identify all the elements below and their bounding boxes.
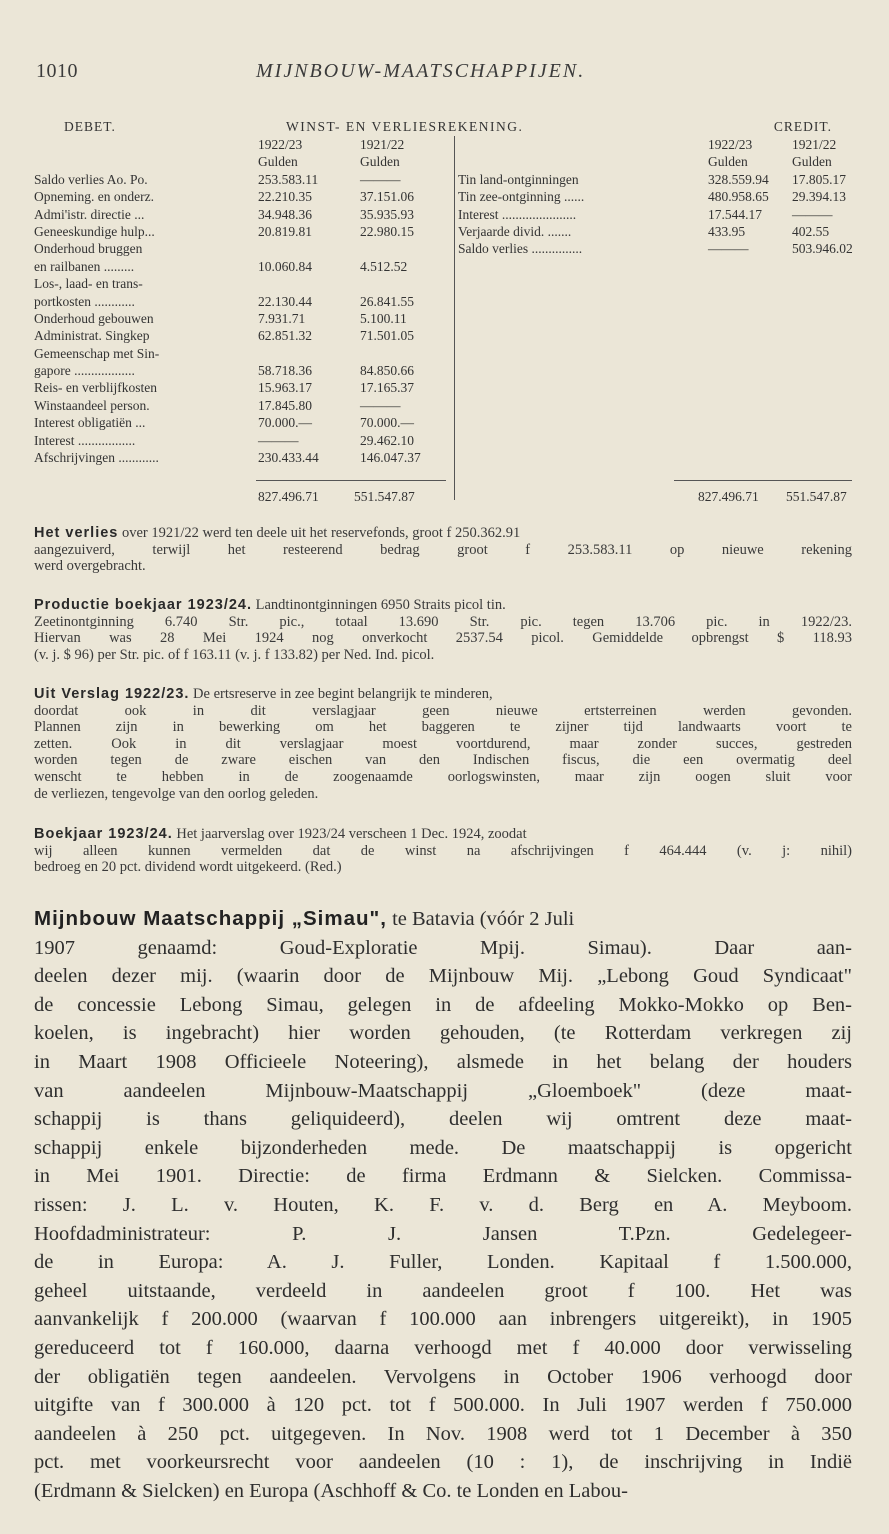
credit-value-1922: 480.958.65: [708, 189, 769, 205]
debet-total-1922: 827.496.71: [258, 489, 319, 504]
debet-value-1922: 58.718.36: [258, 363, 312, 379]
company-title: Mijnbouw Maatschappij „Simau",: [34, 907, 387, 930]
debet-row: [34, 223, 449, 240]
debet-row-label: Geneeskundige hulp...: [34, 223, 155, 239]
text-line: (v. j. $ 96) per Str. pic. of f 163.11 (v. j. f 133.82) per Ned. Ind. picol.: [34, 646, 435, 663]
debet-value-1921: 37.151.06: [360, 189, 414, 205]
running-title: MIJNBOUW-MAATSCHAPPIJEN.: [256, 60, 586, 82]
credit-value-1921: 503.946.02: [792, 241, 853, 257]
company-entry-simau: [34, 905, 852, 1505]
profit-loss-account: [34, 118, 854, 508]
text-line: de concessie Lebong Simau, gelegen in de afdeeling Mokko-Mokko op Ben-: [34, 993, 852, 1016]
debet-value-1922: 230.433.44: [258, 450, 319, 466]
credit-total-1922: 827.496.71: [698, 489, 759, 504]
debet-value-1922: 253.583.11: [258, 171, 319, 187]
debet-row-label: Admi'istr. directie ...: [34, 206, 145, 222]
text-line: doordat ook in dit verslagjaar geen nieuwe ertsterreinen werden gevonden.: [34, 702, 852, 719]
debet-row: [34, 240, 449, 257]
text-line: (Erdmann & Sielcken) en Europa (Aschhoff & Co. te Londen en Labou-: [34, 1479, 628, 1502]
debet-total-1921: 551.547.87: [354, 489, 415, 504]
debet-value-1921: 26.841.55: [360, 293, 414, 309]
text-line: wij alleen kunnen vermelden dat de winst na afschrijvingen f 464.444 (v. j: nihil): [34, 842, 852, 859]
text-line: Zeetinontginning 6.740 Str. pic., totaal 13.690 Str. pic. tegen 13.706 pic. in 1922/23.: [34, 613, 852, 630]
debet-row-label: en railbanen .........: [34, 258, 135, 274]
paragraph-boekjaar: [34, 826, 852, 876]
debet-value-1921: 146.047.37: [360, 450, 421, 466]
debet-row-label: Administrat. Singkep: [34, 328, 150, 344]
text-line: der obligatiën tegen aandeelen. Vervolgens in October 1906 verhoogd door: [34, 1365, 852, 1388]
debet-row-label: Gemeenschap met Sin-: [34, 345, 160, 361]
paragraph-productie: [34, 597, 852, 663]
credit-unit-header: Gulden Gulden: [708, 154, 832, 170]
debet-value-1922: ———: [258, 432, 299, 448]
debet-value-1921: ———: [360, 397, 401, 413]
debet-value-1922: 15.963.17: [258, 380, 312, 396]
text-line: De ertsreserve in zee begint belangrijk te minderen,: [193, 686, 493, 702]
credit-column: [458, 136, 854, 258]
debet-row-label: Onderhoud gebouwen: [34, 310, 154, 326]
debet-row: [34, 449, 449, 466]
credit-row-label: Interest ......................: [458, 206, 577, 222]
credit-row: [458, 171, 854, 188]
debet-column: [34, 136, 449, 466]
text-line: van aandeelen Mijnbouw-Maatschappij „Gloemboek" (deze maat-: [34, 1079, 852, 1102]
debet-row-label: gapore ..................: [34, 363, 135, 379]
text-line: aandeelen à 250 pct. uitgegeven. In Nov. 1908 werd tot 1 December à 350: [34, 1422, 852, 1445]
debet-row: [34, 188, 449, 205]
text-line: over 1921/22 werd ten deele uit het reservefonds, groot f 250.362.91: [121, 525, 521, 541]
debet-value-1921: 84.850.66: [360, 363, 414, 379]
debet-row-label: Onderhoud bruggen: [34, 241, 143, 257]
credit-value-1922: 433.95: [708, 223, 746, 239]
credit-value-1922: 17.544.17: [708, 206, 762, 222]
credit-row: [458, 206, 854, 223]
credit-row-label: Tin land-ontginningen: [458, 171, 579, 187]
debet-row-label: Opneming. en onderz.: [34, 189, 154, 205]
page-header: [36, 60, 856, 90]
text-line: schappij enkele bijzonderheden mede. De maatschappij is opgericht: [34, 1136, 852, 1159]
text-line: schappij is thans geliquideerd), deelen wij omtrent deze maat-: [34, 1108, 852, 1131]
text-line: aangezuiverd, terwijl het resteerend bedrag groot f 253.583.11 op nieuwe rekening: [34, 541, 852, 558]
debet-value-1921: 71.501.05: [360, 328, 414, 344]
paragraph-heading: Het verlies: [34, 525, 119, 541]
debet-row: [34, 345, 449, 362]
debet-value-1922: 70.000.—: [258, 415, 312, 431]
credit-value-1922: ———: [708, 241, 749, 257]
text-line: aanvankelijk f 200.000 (waarvan f 100.000 aan inbrengers uitgereikt), in 1905: [34, 1308, 852, 1331]
credit-row: [458, 223, 854, 240]
text-line: pct. met voorkeursrecht voor aandeelen (10 : 1), de inschrijving in Indië: [34, 1451, 852, 1474]
paragraph-heading: Productie boekjaar 1923/24.: [34, 597, 253, 613]
debet-value-1921: 17.165.37: [360, 380, 414, 396]
debet-row: [34, 258, 449, 275]
credit-value-1921: 402.55: [792, 223, 830, 239]
debet-row-label: Interest obligatiën ...: [34, 415, 146, 431]
credit-row-label: Saldo verlies ...............: [458, 241, 583, 257]
debet-row-label: portkosten ............: [34, 293, 135, 309]
credit-value-1921: 29.394.13: [792, 189, 846, 205]
debet-row-label: Saldo verlies Ao. Po.: [34, 171, 148, 187]
text-line: bedroeg en 20 pct. dividend wordt uitgekeerd. (Red.): [34, 859, 342, 876]
debet-value-1922: 20.819.81: [258, 223, 312, 239]
paragraph-verlies: [34, 525, 852, 575]
debet-value-1922: 10.060.84: [258, 258, 312, 274]
debet-value-1922: 17.845.80: [258, 397, 312, 413]
debet-row: [34, 327, 449, 344]
credit-label: CREDIT.: [773, 119, 832, 134]
credit-total-1921: 551.547.87: [786, 489, 847, 504]
debet-unit-header: Gulden Gulden: [258, 154, 400, 170]
text-line: gereduceerd tot f 160.000, daarna verhoogd met f 40.000 door verwisseling: [34, 1336, 852, 1359]
debet-label: DEBET.: [64, 119, 116, 134]
credit-total-rule: [674, 480, 852, 481]
text-line: koelen, is ingebracht) hier worden gehouden, (te Rotterdam verkregen zij: [34, 1022, 852, 1045]
debet-row: [34, 310, 449, 327]
debet-row: [34, 432, 449, 449]
text-line: worden tegen de zware eischen van den Indischen fiscus, die een overmatig deel: [34, 752, 852, 769]
ledger-divider: [454, 136, 455, 500]
debet-row: [34, 171, 449, 188]
text-line: de in Europa: A. J. Fuller, Londen. Kapitaal f 1.500.000,: [34, 1251, 852, 1274]
credit-value-1922: 328.559.94: [708, 171, 769, 187]
paragraph-text: [34, 525, 852, 575]
debet-row: [34, 275, 449, 292]
text-line: werd overgebracht.: [34, 558, 146, 575]
text-line: in Maart 1908 Officieele Noteering), alsmede in het belang der houders: [34, 1050, 852, 1073]
debet-row-label: Afschrijvingen ............: [34, 450, 159, 466]
debet-value-1922: 7.931.71: [258, 310, 306, 326]
debet-row-label: Winstaandeel person.: [34, 397, 150, 413]
text-line: 1907 genaamd: Goud-Exploratie Mpij. Simau). Daar aan-: [34, 936, 852, 959]
debet-row: [34, 397, 449, 414]
credit-row: [458, 240, 854, 257]
text-line: Plannen zijn in bewerking om het baggeren te zijner tijd landwaarts voort te: [34, 719, 852, 736]
text-line: uitgifte van f 300.000 à 120 pct. tot f 500.000. In Juli 1907 werden f 750.000: [34, 1394, 852, 1417]
text-line: Het jaarverslag over 1923/24 verscheen 1 Dec. 1924, zoodat: [176, 826, 527, 842]
debet-value-1922: 22.210.35: [258, 189, 312, 205]
paragraph-verslag: [34, 686, 852, 802]
paragraph-heading: Uit Verslag 1922/23.: [34, 686, 190, 702]
debet-row-label: Los-, laad- en trans-: [34, 276, 143, 292]
debet-value-1921: 22.980.15: [360, 223, 414, 239]
debet-value-1921: 35.935.93: [360, 206, 414, 222]
credit-row-label: Verjaarde divid. .......: [458, 223, 572, 239]
page-number: 1010: [36, 60, 78, 82]
paragraph-text: [34, 686, 852, 802]
debet-value-1921: 70.000.—: [360, 415, 414, 431]
text-line: in Mei 1901. Directie: de firma Erdmann & Sielcken. Commissa-: [34, 1165, 852, 1188]
debet-value-1921: 5.100.11: [360, 310, 407, 326]
text-line: Hoofdadministrateur: P. J. Jansen T.Pzn. Gedelegeer-: [34, 1222, 852, 1245]
text-line: deelen dezer mij. (waarin door de Mijnbouw Mij. „Lebong Goud Syndicaat": [34, 965, 852, 988]
debet-value-1921: 29.462.10: [360, 432, 414, 448]
credit-value-1921: ———: [792, 206, 833, 222]
debet-value-1922: 62.851.32: [258, 328, 312, 344]
credit-year-header: 1922/23 1921/22: [708, 137, 837, 152]
text-line: rissen: J. L. v. Houten, K. F. v. d. Berg en A. Meyboom.: [34, 1193, 852, 1216]
debet-row: [34, 362, 449, 379]
debet-value-1921: 4.512.52: [360, 258, 408, 274]
text-line: geheel uitstaande, verdeeld in aandeelen groot f 100. Het was: [34, 1279, 852, 1302]
text-line: te Batavia (vóór 2 Juli: [392, 908, 575, 930]
debet-row: [34, 379, 449, 396]
credit-row: [458, 188, 854, 205]
debet-row: [34, 293, 449, 310]
company-entry-text: [34, 908, 852, 1505]
debet-value-1922: 22.130.44: [258, 293, 312, 309]
paragraph-heading: Boekjaar 1923/24.: [34, 826, 173, 842]
debet-row-label: Reis- en verblijfkosten: [34, 380, 157, 396]
credit-value-1921: 17.805.17: [792, 171, 846, 187]
text-line: Hiervan was 28 Mei 1924 nog onverkocht 2537.54 picol. Gemiddelde opbrengst $ 118.93: [34, 630, 852, 647]
text-line: Landtinontginningen 6950 Straits picol tin.: [255, 597, 506, 613]
ledger-title: WINST- EN VERLIESREKENING.: [286, 119, 524, 134]
debet-row-label: Interest .................: [34, 432, 136, 448]
text-line: zetten. Ook in dit verslagjaar moest voortdurend, maar zonder succes, gestreden: [34, 735, 852, 752]
debet-row: [34, 206, 449, 223]
text-line: wenscht te hebben in de zoogenaamde oorlogswinsten, maar zijn oogen sluit voor: [34, 768, 852, 785]
debet-row: [34, 414, 449, 431]
text-line: de verliezen, tengevolge van den oorlog geleden.: [34, 785, 319, 802]
credit-row-label: Tin zee-ontginning ......: [458, 189, 585, 205]
debet-total-rule: [256, 480, 446, 481]
debet-value-1922: 34.948.36: [258, 206, 312, 222]
debet-year-header: 1922/23 1921/22: [258, 137, 405, 152]
debet-value-1921: ———: [360, 171, 401, 187]
